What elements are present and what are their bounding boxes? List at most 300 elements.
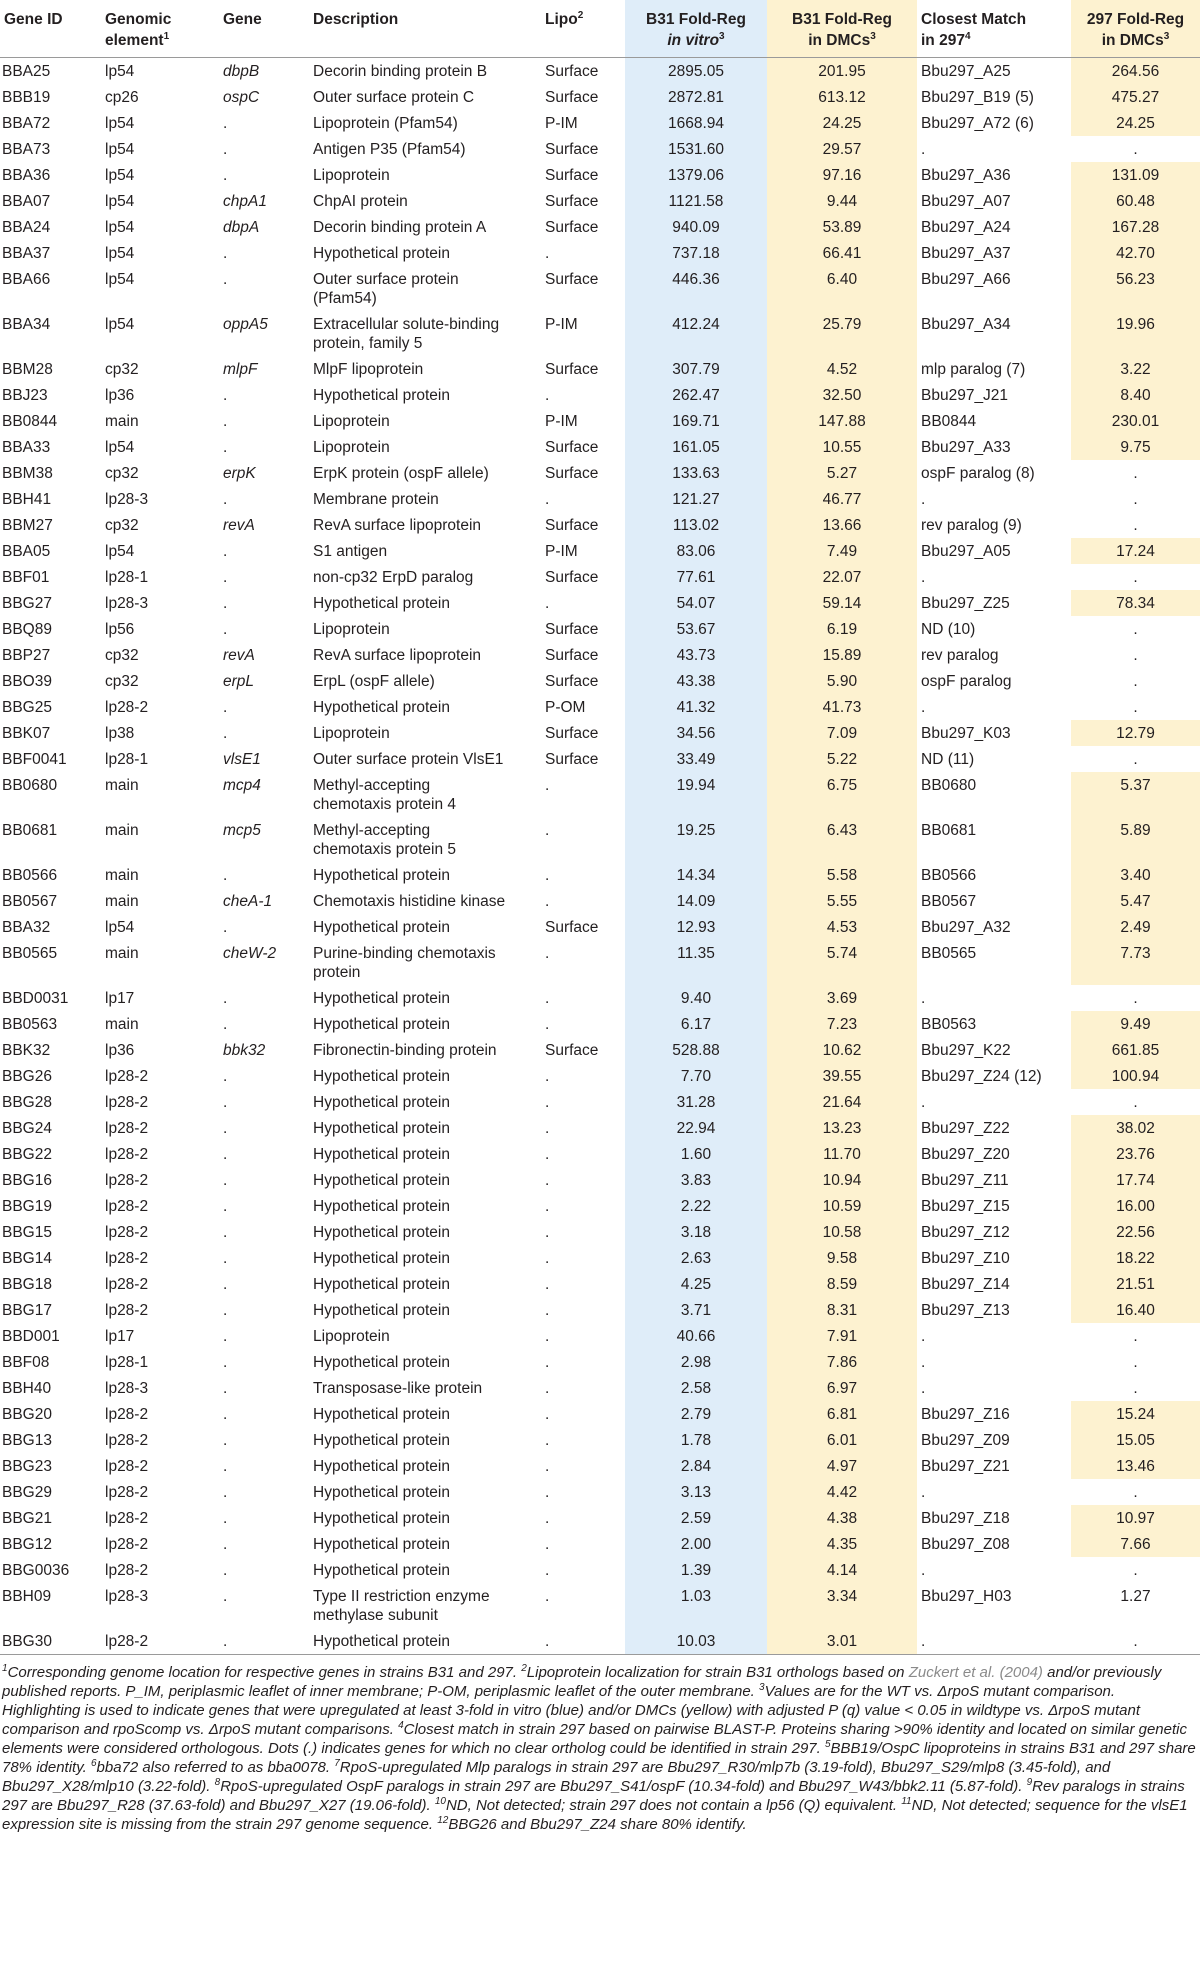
cell-gene-id	[0, 1245, 101, 1271]
cell-b31-in-vitro	[625, 240, 767, 266]
table-row	[0, 1193, 1200, 1219]
cell-lipo-text: .	[545, 1068, 550, 1085]
cell-gene	[219, 512, 309, 538]
cell-description	[309, 110, 541, 136]
cell-297-in-dmcs-text: 131.09	[1111, 167, 1160, 184]
cell-b31-in-dmcs-text: 9.58	[826, 1250, 858, 1267]
cell-gene-id	[0, 382, 101, 408]
cell-gene-id	[0, 564, 101, 590]
cell-description-text: Methyl-accepting	[313, 822, 431, 839]
cell-297-in-dmcs-text: 5.47	[1120, 893, 1151, 910]
cell-b31-in-dmcs	[767, 888, 917, 914]
cell-297-in-dmcs	[1071, 590, 1200, 616]
cell-description	[309, 58, 541, 85]
cell-description	[309, 382, 541, 408]
cell-closest-match-text: .	[921, 1380, 926, 1397]
cell-b31-in-dmcs	[767, 817, 917, 862]
cell-gene-id	[0, 616, 101, 642]
cell-b31-in-dmcs-text: 29.57	[822, 141, 862, 158]
cell-gene	[219, 136, 309, 162]
cell-gene	[219, 1375, 309, 1401]
cell-genomic-element	[101, 888, 219, 914]
cell-description-text: Outer surface protein	[313, 271, 459, 288]
cell-b31-in-vitro	[625, 408, 767, 434]
cell-b31-in-dmcs-text: 7.23	[826, 1016, 858, 1033]
cell-gene-id	[0, 694, 101, 720]
cell-b31-in-dmcs	[767, 1505, 917, 1531]
cell-297-in-dmcs	[1071, 162, 1200, 188]
cell-b31-in-dmcs-text: 6.19	[826, 621, 858, 638]
cell-b31-in-vitro-text: 2.84	[680, 1458, 712, 1475]
cell-b31-in-dmcs	[767, 356, 917, 382]
table-row	[0, 694, 1200, 720]
cell-genomic-element	[101, 240, 219, 266]
cell-297-in-dmcs-text: 2.49	[1120, 919, 1151, 936]
cell-lipo-text: .	[545, 893, 550, 910]
cell-b31-in-dmcs	[767, 1531, 917, 1557]
cell-b31-in-dmcs-text: 39.55	[822, 1068, 862, 1085]
cell-297-in-dmcs	[1071, 84, 1200, 110]
cell-closest-match-text: Bbu297_K03	[921, 725, 1011, 742]
cell-lipo	[541, 1297, 625, 1323]
cell-closest-match-text: ND (10)	[921, 621, 976, 638]
cell-description	[309, 1628, 541, 1655]
cell-closest-match-text: Bbu297_Z10	[921, 1250, 1010, 1267]
cell-description-text: Antigen P35 (Pfam54)	[313, 141, 466, 158]
cell-gene-text: .	[223, 1633, 228, 1650]
header-row	[0, 0, 1200, 58]
table-row	[0, 311, 1200, 356]
cell-lipo-text: .	[545, 1432, 550, 1449]
cell-description-text: Hypothetical protein	[313, 867, 450, 884]
cell-genomic-element-text: lp28-2	[105, 1250, 149, 1267]
cell-gene-id	[0, 1063, 101, 1089]
cell-297-in-dmcs	[1071, 1427, 1200, 1453]
cell-b31-in-vitro	[625, 772, 767, 817]
cell-lipo-text: Surface	[545, 517, 599, 534]
cell-b31-in-dmcs-text: 147.88	[818, 413, 866, 430]
cell-b31-in-dmcs-text: 13.23	[822, 1120, 862, 1137]
cell-description	[309, 1349, 541, 1375]
cell-description	[309, 564, 541, 590]
cell-gene-id	[0, 1505, 101, 1531]
cell-description	[309, 188, 541, 214]
cell-b31-in-vitro-text: 7.70	[680, 1068, 712, 1085]
cell-description	[309, 434, 541, 460]
cell-description	[309, 84, 541, 110]
cell-gene-id-text: BBK32	[2, 1042, 51, 1059]
cell-genomic-element-text: lp28-2	[105, 699, 149, 716]
cell-description	[309, 1583, 541, 1628]
cell-lipo	[541, 1167, 625, 1193]
cell-genomic-element	[101, 862, 219, 888]
cell-b31-in-dmcs	[767, 746, 917, 772]
cell-297-in-dmcs	[1071, 642, 1200, 668]
cell-gene-id	[0, 58, 101, 85]
cell-lipo-text: P-IM	[545, 543, 578, 560]
cell-gene-id	[0, 1557, 101, 1583]
cell-description-text: Lipoprotein	[313, 725, 390, 742]
cell-gene	[219, 188, 309, 214]
cell-gene-text: .	[223, 1588, 228, 1605]
cell-closest-match-text: BB0567	[921, 893, 977, 910]
cell-lipo-text: .	[545, 945, 550, 962]
cell-description-text: Outer surface protein VlsE1	[313, 751, 504, 768]
cell-lipo	[541, 1375, 625, 1401]
cell-gene-id-text: BBP27	[2, 647, 51, 664]
cell-b31-in-dmcs	[767, 1219, 917, 1245]
cell-b31-in-dmcs	[767, 408, 917, 434]
cell-gene-text: .	[223, 867, 228, 884]
cell-gene-id-text: BBH40	[2, 1380, 52, 1397]
cell-297-in-dmcs	[1071, 1141, 1200, 1167]
cell-gene	[219, 110, 309, 136]
table-row	[0, 1063, 1200, 1089]
cell-297-in-dmcs-text: .	[1133, 1633, 1138, 1650]
cell-b31-in-vitro-text: 77.61	[676, 569, 716, 586]
cell-closest-match	[917, 914, 1071, 940]
cell-closest-match-text: .	[921, 141, 926, 158]
cell-b31-in-vitro	[625, 434, 767, 460]
cell-b31-in-vitro-text: 133.63	[672, 465, 720, 482]
cell-297-in-dmcs	[1071, 408, 1200, 434]
cell-gene-text: mcp4	[223, 777, 261, 794]
cell-b31-in-vitro	[625, 1349, 767, 1375]
cell-gene-text: .	[223, 1328, 228, 1345]
cell-lipo-text: .	[545, 1198, 550, 1215]
cell-description	[309, 862, 541, 888]
cell-gene-text: .	[223, 141, 228, 158]
cell-297-in-dmcs	[1071, 1505, 1200, 1531]
cell-description-text: Hypothetical protein	[313, 1458, 450, 1475]
cell-297-in-dmcs	[1071, 434, 1200, 460]
cell-closest-match	[917, 311, 1071, 356]
cell-lipo-text: .	[545, 1354, 550, 1371]
cell-description	[309, 616, 541, 642]
cell-closest-match-text: Bbu297_A33	[921, 439, 1011, 456]
cell-gene-id	[0, 817, 101, 862]
cell-lipo	[541, 136, 625, 162]
cell-gene	[219, 408, 309, 434]
cell-b31-in-vitro	[625, 1427, 767, 1453]
cell-genomic-element-text: lp54	[105, 919, 135, 936]
cell-gene-id	[0, 434, 101, 460]
cell-closest-match	[917, 1245, 1071, 1271]
cell-genomic-element-text: lp54	[105, 316, 135, 333]
cell-gene-id-text: BBG23	[2, 1458, 52, 1475]
cell-genomic-element	[101, 311, 219, 356]
cell-lipo-text: Surface	[545, 439, 599, 456]
cell-b31-in-vitro	[625, 616, 767, 642]
cell-genomic-element-text: lp54	[105, 167, 135, 184]
cell-description-text: Lipoprotein	[313, 167, 390, 184]
cell-b31-in-dmcs-text: 24.25	[822, 115, 862, 132]
cell-b31-in-vitro-text: 2895.05	[667, 63, 725, 80]
cell-297-in-dmcs-text: 21.51	[1116, 1276, 1155, 1293]
cell-gene-id	[0, 266, 101, 311]
cell-gene	[219, 862, 309, 888]
cell-gene-id	[0, 590, 101, 616]
cell-b31-in-dmcs-text: 3.69	[826, 990, 858, 1007]
cell-b31-in-dmcs-text: 7.86	[826, 1354, 858, 1371]
cell-genomic-element-text: lp54	[105, 115, 135, 132]
cell-297-in-dmcs	[1071, 564, 1200, 590]
cell-lipo-text: .	[545, 1276, 550, 1293]
cell-b31-in-dmcs	[767, 1141, 917, 1167]
table-row	[0, 512, 1200, 538]
cell-lipo-text: .	[545, 1172, 550, 1189]
cell-b31-in-vitro-text: 1.39	[680, 1562, 712, 1579]
cell-gene	[219, 84, 309, 110]
cell-description-text: S1 antigen	[313, 543, 388, 560]
cell-b31-in-vitro-text: 53.67	[676, 621, 716, 638]
cell-gene-id-text: BBG17	[2, 1302, 52, 1319]
cell-gene-id	[0, 136, 101, 162]
cell-closest-match-text: .	[921, 1484, 926, 1501]
cell-lipo	[541, 356, 625, 382]
cell-description	[309, 720, 541, 746]
cell-b31-in-vitro-text: 3.13	[680, 1484, 712, 1501]
cell-gene	[219, 694, 309, 720]
cell-genomic-element-text: main	[105, 777, 139, 794]
table-row	[0, 460, 1200, 486]
cell-297-in-dmcs-text: 16.40	[1116, 1302, 1155, 1319]
cell-closest-match-text: Bbu297_A32	[921, 919, 1011, 936]
cell-lipo-text: Surface	[545, 621, 599, 638]
table-row	[0, 1271, 1200, 1297]
cell-description	[309, 1401, 541, 1427]
cell-b31-in-vitro-text: 2.59	[680, 1510, 712, 1527]
cell-b31-in-dmcs-text: 32.50	[822, 387, 862, 404]
cell-b31-in-dmcs	[767, 668, 917, 694]
cell-description-text: Hypothetical protein	[313, 1406, 450, 1423]
cell-297-in-dmcs	[1071, 914, 1200, 940]
cell-gene-id-text: BBG13	[2, 1432, 52, 1449]
cell-closest-match	[917, 460, 1071, 486]
table-row	[0, 1531, 1200, 1557]
cell-closest-match	[917, 136, 1071, 162]
cell-description-text: Hypothetical protein	[313, 1536, 450, 1553]
cell-genomic-element-text: lp54	[105, 439, 135, 456]
cell-closest-match	[917, 1297, 1071, 1323]
table-row	[0, 1427, 1200, 1453]
citation-link[interactable]: Zuckert et al. (2004)	[908, 1664, 1043, 1681]
cell-description-text: Hypothetical protein	[313, 919, 450, 936]
cell-description-text: Decorin binding protein A	[313, 219, 487, 236]
cell-description	[309, 1531, 541, 1557]
cell-lipo-text: .	[545, 1120, 550, 1137]
header-b31-in-vitro: B31 Fold-Reg in vitro$^3$	[625, 0, 767, 58]
cell-b31-in-dmcs	[767, 382, 917, 408]
cell-description-text: Transposase-like protein	[313, 1380, 483, 1397]
cell-description-text: Extracellular solute-binding	[313, 316, 500, 333]
cell-closest-match	[917, 668, 1071, 694]
cell-gene-text: .	[223, 1068, 228, 1085]
cell-lipo-text: .	[545, 822, 550, 839]
table-row	[0, 1479, 1200, 1505]
cell-b31-in-vitro	[625, 694, 767, 720]
cell-genomic-element-text: lp28-2	[105, 1094, 149, 1111]
cell-297-in-dmcs-text: 24.25	[1116, 115, 1155, 132]
cell-lipo-text: .	[545, 387, 550, 404]
table-row	[0, 888, 1200, 914]
cell-closest-match-text: Bbu297_Z25	[921, 595, 1010, 612]
cell-b31-in-dmcs	[767, 1323, 917, 1349]
cell-gene	[219, 817, 309, 862]
cell-b31-in-dmcs-text: 6.40	[826, 271, 858, 288]
cell-b31-in-vitro	[625, 1297, 767, 1323]
cell-gene-id	[0, 914, 101, 940]
cell-gene-text: .	[223, 699, 228, 716]
cell-b31-in-dmcs-text: 22.07	[822, 569, 862, 586]
header-b31-in-dmcs: B31 Fold-Reg in DMCs$^3$	[767, 0, 917, 58]
cell-lipo-text: .	[545, 867, 550, 884]
cell-genomic-element-text: main	[105, 1016, 139, 1033]
cell-297-in-dmcs	[1071, 188, 1200, 214]
cell-gene-id-text: BBG12	[2, 1536, 52, 1553]
cell-b31-in-dmcs	[767, 240, 917, 266]
cell-b31-in-vitro	[625, 564, 767, 590]
cell-closest-match-text: Bbu297_Z24 (12)	[921, 1068, 1042, 1085]
cell-lipo-text: .	[545, 990, 550, 1007]
table-row	[0, 538, 1200, 564]
cell-description-text: Hypothetical protein	[313, 1198, 450, 1215]
cell-closest-match	[917, 1375, 1071, 1401]
cell-gene-id	[0, 1323, 101, 1349]
cell-genomic-element	[101, 1583, 219, 1628]
cell-closest-match	[917, 58, 1071, 85]
cell-gene-id-text: BBO39	[2, 673, 52, 690]
cell-b31-in-vitro	[625, 746, 767, 772]
cell-description-text: Hypothetical protein	[313, 1633, 450, 1650]
cell-b31-in-dmcs-text: 21.64	[822, 1094, 862, 1111]
cell-description	[309, 1063, 541, 1089]
cell-gene-id	[0, 1583, 101, 1628]
cell-closest-match-text: Bbu297_Z13	[921, 1302, 1010, 1319]
cell-gene	[219, 1219, 309, 1245]
cell-b31-in-vitro	[625, 720, 767, 746]
cell-description	[309, 214, 541, 240]
cell-genomic-element-text: lp28-1	[105, 1354, 149, 1371]
cell-b31-in-dmcs	[767, 1583, 917, 1628]
cell-b31-in-dmcs	[767, 1245, 917, 1271]
cell-closest-match	[917, 1628, 1071, 1655]
cell-b31-in-dmcs	[767, 512, 917, 538]
cell-297-in-dmcs-text: .	[1133, 621, 1138, 638]
cell-description-text: non-cp32 ErpD paralog	[313, 569, 474, 586]
cell-closest-match	[917, 214, 1071, 240]
cell-gene	[219, 1245, 309, 1271]
cell-closest-match-text: Bbu297_Z08	[921, 1536, 1010, 1553]
cell-gene-text: .	[223, 271, 228, 288]
cell-closest-match	[917, 1193, 1071, 1219]
cell-genomic-element-text: lp28-2	[105, 1120, 149, 1137]
cell-b31-in-vitro	[625, 84, 767, 110]
cell-gene-id-text: BBJ23	[2, 387, 48, 404]
cell-genomic-element-text: lp28-2	[105, 1633, 149, 1650]
cell-297-in-dmcs	[1071, 136, 1200, 162]
cell-gene-id-text: BBG26	[2, 1068, 52, 1085]
cell-b31-in-vitro-text: 1379.06	[667, 167, 725, 184]
cell-b31-in-dmcs-text: 4.38	[826, 1510, 858, 1527]
cell-closest-match	[917, 1349, 1071, 1375]
cell-297-in-dmcs	[1071, 616, 1200, 642]
cell-b31-in-vitro	[625, 1557, 767, 1583]
cell-297-in-dmcs	[1071, 1479, 1200, 1505]
cell-gene-text: mcp5	[223, 822, 261, 839]
cell-description-text: Hypothetical protein	[313, 1068, 450, 1085]
cell-gene-id	[0, 985, 101, 1011]
cell-lipo	[541, 940, 625, 985]
cell-gene-id-text: BBA73	[2, 141, 51, 158]
cell-297-in-dmcs	[1071, 1628, 1200, 1655]
cell-genomic-element-text: main	[105, 867, 139, 884]
cell-lipo	[541, 240, 625, 266]
cell-gene-id	[0, 460, 101, 486]
cell-gene-text: oppA5	[223, 316, 268, 333]
cell-b31-in-dmcs	[767, 1349, 917, 1375]
cell-closest-match-text: Bbu297_A24	[921, 219, 1011, 236]
cell-b31-in-vitro-text: 940.09	[672, 219, 720, 236]
cell-b31-in-vitro-text: 2.22	[680, 1198, 712, 1215]
cell-297-in-dmcs	[1071, 888, 1200, 914]
cell-297-in-dmcs	[1071, 1219, 1200, 1245]
cell-closest-match-text: .	[921, 1562, 926, 1579]
cell-b31-in-vitro	[625, 356, 767, 382]
cell-gene	[219, 1037, 309, 1063]
cell-genomic-element	[101, 382, 219, 408]
cell-297-in-dmcs	[1071, 382, 1200, 408]
header-lipo: Lipo$^2$	[541, 0, 625, 58]
cell-b31-in-vitro	[625, 862, 767, 888]
cell-b31-in-vitro	[625, 914, 767, 940]
cell-gene-text: .	[223, 1354, 228, 1371]
cell-description-text: Lipoprotein	[313, 439, 390, 456]
cell-genomic-element	[101, 538, 219, 564]
cell-b31-in-dmcs-text: 97.16	[822, 167, 862, 184]
cell-gene-text: dbpB	[223, 63, 260, 80]
cell-description-text: Lipoprotein	[313, 413, 390, 430]
cell-lipo-text: P-IM	[545, 316, 578, 333]
cell-b31-in-vitro-text: 34.56	[676, 725, 716, 742]
table-body	[0, 58, 1200, 1655]
cell-gene-text: .	[223, 491, 228, 508]
table-row	[0, 914, 1200, 940]
table-row	[0, 1011, 1200, 1037]
cell-lipo	[541, 1401, 625, 1427]
cell-b31-in-dmcs	[767, 642, 917, 668]
cell-gene-text: .	[223, 167, 228, 184]
cell-b31-in-dmcs-text: 201.95	[818, 63, 866, 80]
cell-297-in-dmcs-text: 19.96	[1116, 316, 1155, 333]
cell-297-in-dmcs-text: .	[1133, 1380, 1138, 1397]
cell-genomic-element	[101, 914, 219, 940]
cell-closest-match	[917, 694, 1071, 720]
cell-genomic-element	[101, 1011, 219, 1037]
cell-297-in-dmcs-text: 42.70	[1116, 245, 1155, 262]
cell-description-text-line2: (Pfam54)	[313, 290, 377, 307]
header-gene: Gene	[219, 0, 309, 58]
cell-gene-text: .	[223, 595, 228, 612]
cell-b31-in-vitro	[625, 642, 767, 668]
cell-genomic-element	[101, 1453, 219, 1479]
cell-b31-in-vitro-text: 3.71	[680, 1302, 712, 1319]
cell-gene-id	[0, 1427, 101, 1453]
cell-lipo	[541, 1505, 625, 1531]
cell-297-in-dmcs-text: 7.73	[1120, 945, 1151, 962]
cell-gene	[219, 564, 309, 590]
cell-genomic-element	[101, 1557, 219, 1583]
